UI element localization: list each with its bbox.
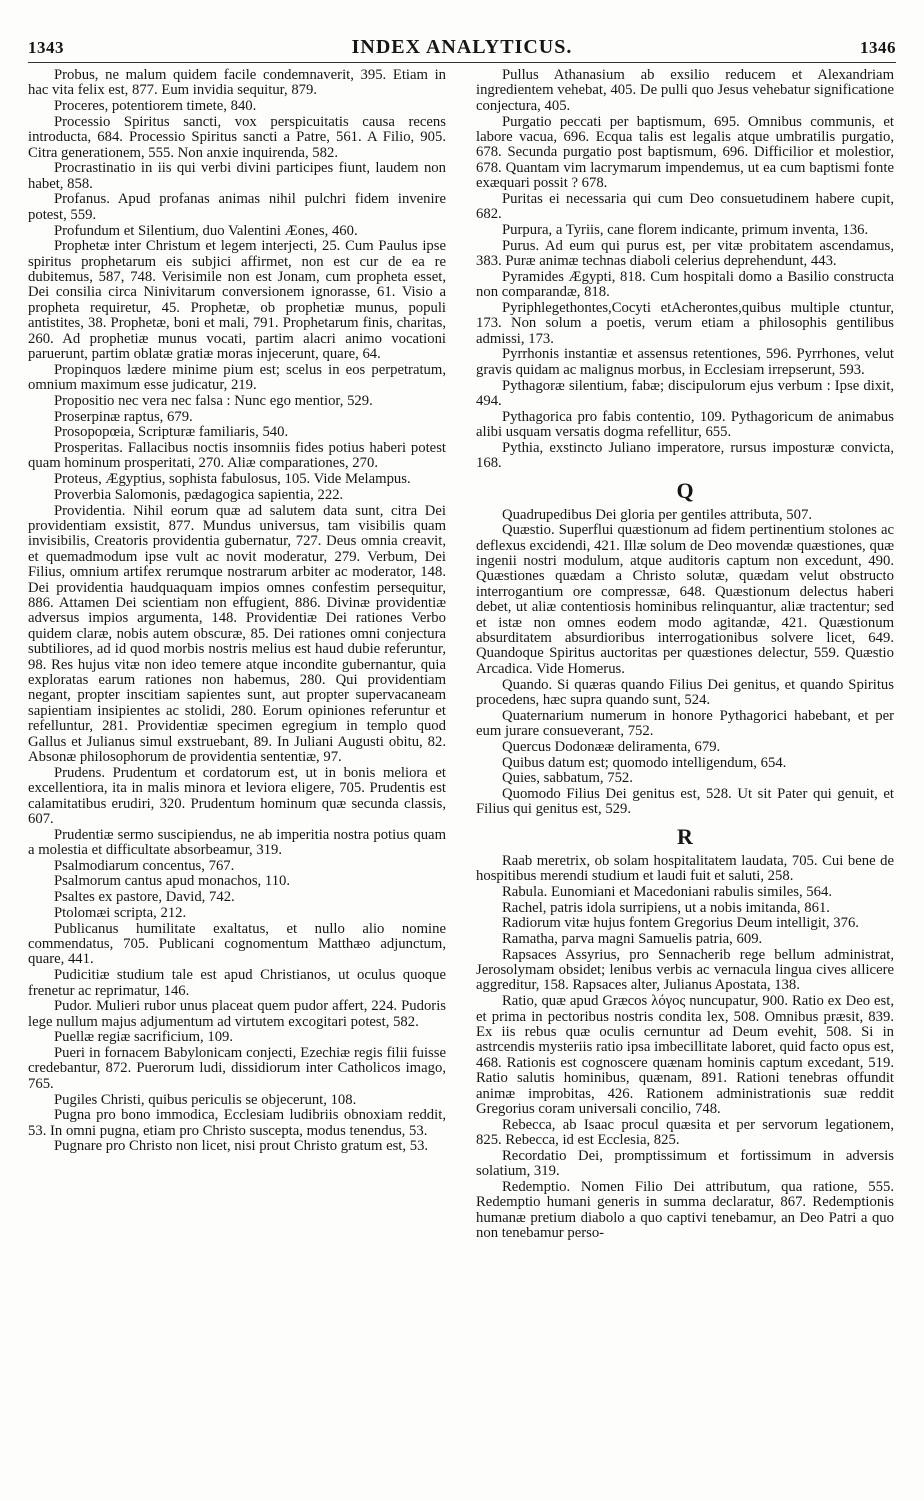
index-entry: Psalmorum cantus apud monachos, 110.	[54, 873, 291, 890]
index-entry: Pyrrhonis instantiæ et assensus retentiones, 596. Pyrrhones, velut gravis quidam ac malignus morbus, in Ecclesiam irrepserunt, 593.	[476, 346, 894, 378]
section-letter-r: R	[677, 823, 693, 849]
index-entry: Prosopopœia, Scripturæ familiaris, 540.	[54, 424, 289, 441]
index-entry: Purus. Ad eum qui purus est, per vitæ probitatem ascendamus, 383. Puræ animæ technas diaboli celerius deprehendunt, 443.	[476, 237, 894, 270]
index-entry: Quibus datum est; quomodo intelligendum, 654.	[502, 754, 787, 771]
index-entry: Prudentiæ sermo suscipiendus, ne ab imperitia nostra potius quam a molestia et difficultate absorbeamur, 319.	[28, 826, 446, 859]
index-entry: Quaternarium numerum in honore Pythagorici habebant, et per eum jurare consueverant, 752.	[476, 707, 894, 740]
index-entry: Proteus, Ægyptius, sophista fabulosus, 105. Vide Melampus.	[54, 471, 411, 488]
left-column	[28, 68, 446, 1155]
index-entry: Pudicitiæ studium tale est apud Christianos, ut oculus quoque frenetur ac reprimatur, 146.	[28, 967, 446, 999]
index-entry: Rapsaces Assyrius, pro Sennacherib rege bellum administrat, Jerosolymam obsidet; lenibus verbis ac vernacula lingua cives allicere aggreditur, 158. Rapsaces alter, Julianus Apostata, 138.	[476, 946, 894, 994]
right-column	[476, 68, 894, 1242]
index-entry: Quomodo Filius Dei genitus est, 528. Ut sit Pater qui genuit, et Filius qui genitus est, 529.	[476, 785, 894, 818]
page-title: INDEX ANALYTICUS.	[351, 36, 573, 58]
index-entry: Providentia. Nihil eorum quæ ad salutem data sunt, citra Dei providentiam exsistit, 877. Mundus universus, tam visibilis quam invisibilis, Creatoris providentia gubernatur, 727. Deus omnia creavit, et quemadmodum ipse vult ac novit moderatur, 279. Verbum, Dei Filius, omnium artifex rerumque nostrarum arbiter ac moderator, 148. Dei providentia haudquaquam impios omnes confestim persequitur, 886. Attamen Dei scientiam non effugient, 886. Divinæ providentiæ adversus impios argumenta, 148. Providentiæ Dei rationes Verbo quidem claræ, nobis autem obscuræ, 85. Dei rationes omni conjectura subtiliores, ad id quod morbis nostris melius est haud dubie referuntur, 98. Res hujus vitæ non ideo temere atque incondite gubernantur, quia exploratas earum rationes non habemus, 280. Qui providentiam negant, propter inscitiam sapientes sunt, aut propter supervacaneam sapientiam insipientes ac stolidi, 280. Eorum opiniones referuntur et refelluntur, 281. Providentiæ specimen egregium in templo quod Gallus et Julianus simul exstruebant, 89. In Juliani Augusti obitu, 82. Absonæ philosophorum de providentia sententiæ, 97.	[28, 502, 446, 766]
index-entry: Rabula. Eunomiani et Macedoniani rabulis similes, 564.	[502, 883, 832, 900]
index-entry: Processio Spiritus sancti, vox perspicuitatis causa recens introducta, 684. Processio Spiritus sancti a Patre, 561. A Filio, 905. Citra generationem, 555. Non anxie inquirenda, 582.	[28, 113, 446, 161]
index-entry: Quadrupedibus Dei gloria per gentiles attributa, 507.	[502, 506, 812, 523]
index-entry: Procrastinatio in iis qui verbi divini participes fiunt, laudem non habet, 858.	[28, 160, 446, 192]
index-entry: Rachel, patris idola surripiens, ut a nobis imitanda, 861.	[502, 899, 830, 916]
index-entry: Propinquos lædere minime pium est; scelus in eos perpetratum, omnium maximum esse judicatur, 219.	[28, 361, 446, 394]
index-entry: Ptolomæi scripta, 212.	[54, 904, 187, 921]
index-entry: Prudens. Prudentum et cordatorum est, ut in bonis meliora et excellentiora, ita in malis minora et leviora eligere, 705. Prudentis est calamitatibus erudiri, 320. Prudentum hominum quæ secunda classis, 607.	[28, 764, 446, 827]
index-entry: Ratio, quæ apud Græcos λόγος nuncupatur, 900. Ratio ex Deo est, et prima in pectoribus nostris condita lex, 508. Omnibus præsit, 839. Ex iis rebus quæ oculis cernuntur ad Deum evehit, 508. Si in astrcendis mysteriis ratio ipsa imbecillitate laboret, quid facto opus est, 468. Rationis est cognoscere quænam hominis captum excedant, 519. Ratio salutis hominibus, quænam, 891. Rationi tenebras offundit animæ improbitas, 426. Rationem administrationis suæ reddit Gregorius coram universali concilio, 748.	[476, 993, 894, 1118]
section-letter-q: Q	[676, 477, 694, 503]
index-entry: Pugiles Christi, quibus periculis se objecerunt, 108.	[54, 1091, 357, 1108]
index-entry: Proverbia Salomonis, pædagogica sapientia, 222.	[54, 486, 344, 503]
index-entry: Purpura, a Tyriis, cane florem indicante, primum inventa, 136.	[502, 221, 869, 238]
index-entry: Profundum et Silentium, duo Valentini Æones, 460.	[54, 222, 358, 239]
header-rule	[28, 62, 896, 63]
index-entry: Propositio nec vera nec falsa : Nunc ego mentior, 529.	[54, 392, 373, 409]
index-entry: Ramatha, parva magni Samuelis patria, 609.	[502, 930, 763, 947]
index-entry: Pueri in fornacem Babylonicam conjecti, Ezechiæ regis filii fuisse credebantur, 872. Puerorum ludi, dissidiorum inter Catholicos imago, 765.	[28, 1045, 446, 1092]
index-entry: Quando. Si quæras quando Filius Dei genitus, et quando Spiritus procedens, hæc supra quando sunt, 524.	[476, 676, 894, 708]
page-header	[28, 36, 896, 62]
index-entry: Pythagoræ silentium, fabæ; discipulorum ejus verbum : Ipse dixit, 494.	[476, 377, 894, 409]
index-entry: Pudor. Mulieri rubor unus placeat quem pudor affert, 224. Pudoris lege nullum majus adjumentum ad virtutem excogitari potest, 582.	[28, 998, 446, 1030]
index-entry: Publicanus humilitate exaltatus, et nullo alio nomine commendatus, 705. Publicani cognomentum Matthæo adjunctum, quare, 441.	[28, 920, 446, 968]
index-entry: Redemptio. Nomen Filio Dei attributum, qua ratione, 555. Redemptio humani generis in summa declaratur, 867. Redemptionis humanæ pretium diabolo a quo captivi tenebamur, an Deo Patri a quo non tenebamur perso-	[476, 1178, 894, 1242]
index-entry: Prosperitas. Fallacibus noctis insomniis fides potius haberi potest quam hominum prosperitati, 270. Aliæ comparationes, 270.	[28, 440, 446, 472]
index-entry: Profanus. Apud profanas animas nihil pulchri fidem invenire potest, 559.	[28, 191, 446, 223]
index-entry: Pullus Athanasium ab exsilio reducem et Alexandriam ingredientem vehebat, 405. De pulli quo Jesus vehebatur significatione conjectura, 405.	[476, 67, 894, 114]
page-number-left: 1343	[28, 38, 64, 57]
index-entry: Pythia, exstincto Juliano imperatore, rursus imposturæ convicta, 168.	[476, 439, 894, 472]
index-entry: Purgatio peccati per baptismum, 695. Omnibus communis, et labore vacua, 696. Ecqua talis est legalis atque umbratilis purgatio, 678. Secunda purgatio post baptismum, 696. Difficilior et molestior, 678. Quantam vim lacrymarum impendemus, ut ea cum baptismi fonte exæquari possit ? 678.	[476, 113, 894, 192]
index-entry: Proserpinæ raptus, 679.	[54, 408, 193, 425]
index-entry: Probus, ne malum quidem facile condemnaverit, 395. Etiam in hac vita felix est, 877. Eum invidia sequitur, 879.	[28, 67, 446, 99]
page-number-right: 1346	[859, 38, 896, 57]
index-entry: Pugnare pro Christo non licet, nisi prout Christo gratum est, 53.	[54, 1138, 429, 1155]
index-entry: Recordatio Dei, promptissimum et fortissimum in adversis solatium, 319.	[476, 1147, 894, 1180]
index-entry: Pyriphlegethontes,Cocyti etAcherontes,quibus multiple ctuntur, 173. Non solum a poetis, verum etiam a philosophis gentilibus admissi, 173.	[476, 299, 894, 347]
index-entry: Quercus Dodonææ deliramenta, 679.	[502, 738, 721, 755]
index-entry: Quæstio. Superflui quæstionum ad fidem pertinentium stolones ac deflexus excidendi, 421. Illæ solum de Deo movendæ quæstiones, quæ ingenii nostri modulum, atque auditoris captum non excedunt, 490. Quæstiones quædam a Christo solutæ, quædam velut obstructo interrogantium ore compressæ, 648. Quæstionum delectus haberi debet, ut aliæ contentiosis hominibus relinquantur, aliæ tractentur; sed et istæ non omnes eodem modo agitandæ, 421. Quæstionum absurditatem absurdioribus interrogationibus solvere licet, 649. Quandoque Spiritus auctoritas per quæstiones delectur, 559. Quæstio Arcadica. Vide Homerus.	[476, 522, 894, 677]
index-entry: Raab meretrix, ob solam hospitalitatem laudata, 705. Cui bene de hospitibus merendi studium et laudi fuit et saluti, 258.	[476, 852, 894, 885]
index-entry: Prophetæ inter Christum et legem interjecti, 25. Cum Paulus ipse spiritus prophetarum eis subjici affirmet, non est cur de ea re dubitemus, 587, 748. Verisimile non est Jonam, cum propheta esset, Dei consilia circa Ninivitarum conversionem ignorasse, 61. Visio a propheta requiretur, 45. Prophetæ, ob prophetiæ munus, populi antistites, 38. Prophetæ, boni et mali, 791. Prophetarum finis, charitas, 260. Ad prophetiæ munus vocati, partim alacri animo vocationi paruerunt, partim oblatæ gratiæ moras injecerunt, quare, 64.	[28, 238, 446, 363]
index-entry: Puellæ regiæ sacrificium, 109.	[54, 1029, 234, 1046]
index-entry: Pugna pro bono immodica, Ecclesiam ludibriis obnoxiam reddit, 53. In omni pugna, etiam pro Christo suscepta, modus tenendus, 53.	[28, 1107, 446, 1139]
index-entry: Pyramides Ægypti, 818. Cum hospitali domo a Basilio constructa non comparandæ, 818.	[476, 268, 894, 301]
index-entry: Psaltes ex pastore, David, 742.	[54, 889, 235, 906]
index-entry: Radiorum vitæ hujus fontem Gregorius Deum intelligit, 376.	[502, 915, 859, 932]
index-entry: Psalmodiarum concentus, 767.	[54, 857, 235, 874]
index-entry: Quies, sabbatum, 752.	[502, 770, 633, 787]
index-entry: Puritas ei necessaria qui cum Deo consuetudinem habere cupit, 682.	[476, 190, 894, 223]
index-entry: Proceres, potentiorem timete, 840.	[54, 98, 257, 115]
index-entry: Rebecca, ab Isaac procul quæsita et per servorum legationem, 825. Rebecca, id est Ecclesia, 825.	[476, 1116, 894, 1149]
index-entry: Pythagorica pro fabis contentio, 109. Pythagoricum de animabus alibi usquam versatis dogma refellitur, 655.	[476, 408, 894, 441]
